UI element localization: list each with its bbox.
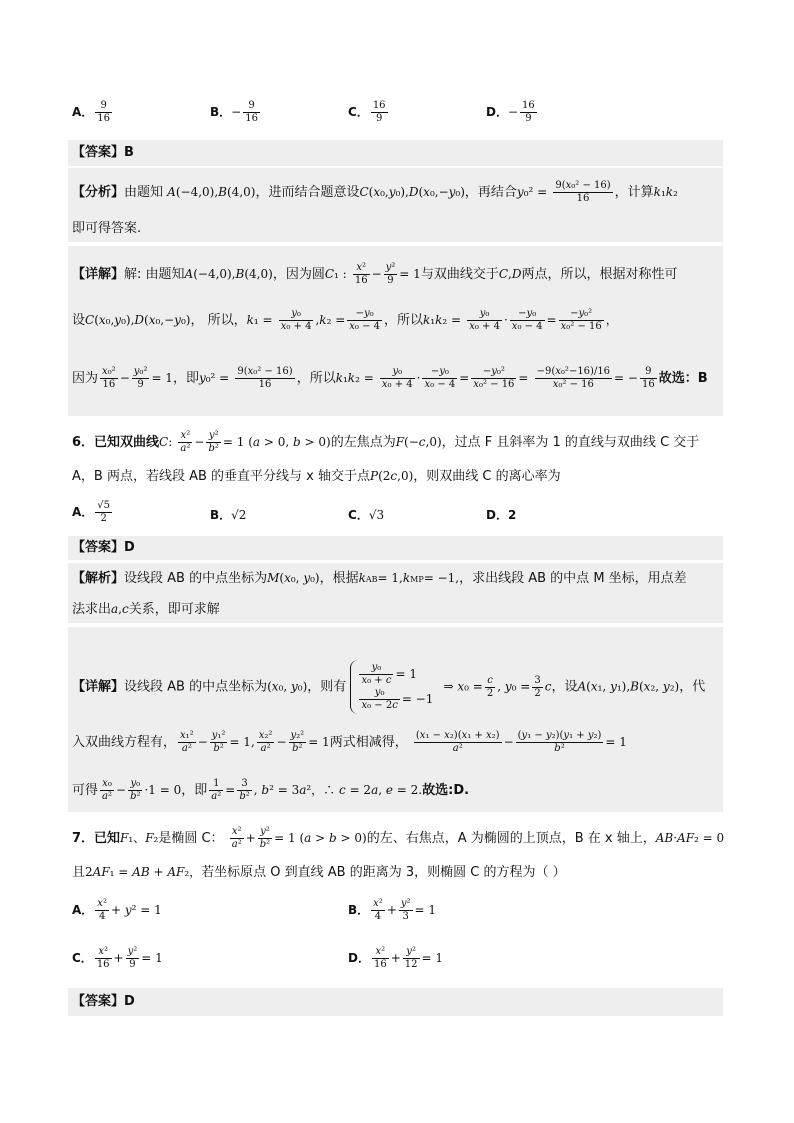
- q6-stem-line1: 6．已知双曲线C: $\frac{\text{x²}}{\text{a²}}$ − $\frac{\text{y²}}{\text{b²}}$ = 1 (a > 0, b > 0)的左焦点为F(−c,0)，过点 F 且斜率为 1 的直线与双曲线 C 交于: [72, 430, 700, 454]
- q5-answer: 【答案】B: [72, 145, 134, 160]
- q5-option-a: A． $\frac{9}{16}$: [72, 100, 111, 124]
- q6-answer: 【答案】D: [72, 540, 135, 555]
- q7-option-d: D． $\frac{\text{x²}}{16}$ + $\frac{\text{y²}}{12}$ = 1: [348, 946, 444, 970]
- q5-analysis-line2: 即可得答案.: [72, 221, 142, 236]
- q6-option-a: A． $\frac{√5}{2}$: [72, 500, 111, 524]
- q6-detail-line1: 【详解】设线段 AB 的中点坐标为(x₀, y₀)，则有 $\frac{\text{y₀}}{\text{x₀ + c}}$ = 1 $\frac{\text{y₀}}{\text{x₀ − 2c}}$ = −1 ⇒ x₀ = $\frac{c}{2}$ , y₀ = $\frac{3}{2}$ c，设A(x₁, y₁),B(x₂, y₂)，代: [72, 660, 705, 714]
- q6-answer-band: [68, 536, 723, 560]
- q5-option-d: D．− $\frac{16}{9}$: [486, 100, 535, 124]
- q6-detail-line3: 可得 $\frac{\text{x₀}}{\text{a²}}$ − $\frac{\text{y₀}}{\text{b²}}$ ·1 = 0，即 $\frac{1}{\text{a²}}$ = $\frac{3}{\text{b²}}$ , b² = 3a²，∴ c = 2a, e = 2.故选:D.: [72, 778, 470, 802]
- q7-option-b: B． $\frac{\text{x²}}{4}$ + $\frac{\text{y²}}{3}$ = 1: [348, 898, 437, 922]
- q6-stem-line2: A，B 两点，若线段 AB 的垂直平分线与 x 轴交于点P(2c,0)，则双曲线 C 的离心率为: [72, 469, 561, 484]
- q5-answer-band: [68, 140, 723, 166]
- q7-answer-band: [68, 988, 723, 1016]
- q7-answer: 【答案】D: [72, 994, 135, 1009]
- q6-analysis-line2: 法求出a,c关系，即可求解: [72, 602, 220, 617]
- q7-stem-line1: 7．已知F₁、F₂是椭圆 C： $\frac{\text{x²}}{\text{a²}}$ + $\frac{\text{y²}}{\text{b²}}$ = 1 (a > b > 0)的左、右焦点，A 为椭圆的上顶点，B 在 x 轴上，AB·AF₂ = 0: [72, 826, 725, 850]
- q5-detail-line2: 设C(x₀,y₀),D(x₀,−y₀)， 所以，k₁ = $\frac{\text{y₀}}{\text{x₀ + 4}}$ ,k₂ = $\frac{\text{−y₀}}{\text{x₀ − 4}}$ ，所以k₁k₂ = $\frac{\text{y₀}}{\text{x₀ + 4}}$ · $\frac{\text{−y₀}}{\text{x₀ − 4}}$ = $\frac{\text{−y₀²}}{\text{x₀² − 16}}$ ，: [72, 308, 618, 332]
- q7-stem-line2: 且2AF₁ = AB + AF₂，若坐标原点 O 到直线 AB 的距离为 3，则椭圆 C 的方程为（ ）: [72, 865, 566, 880]
- q6-option-b: B．√2: [210, 508, 247, 522]
- q5-option-b: B．− $\frac{9}{16}$: [210, 100, 258, 124]
- q7-option-a: A． $\frac{\text{x²}}{4}$ + y² = 1: [72, 898, 162, 922]
- q5-option-c: C． $\frac{16}{9}$: [348, 100, 386, 124]
- q5-analysis-line1: 【分析】由题知 A(−4,0),B(4,0)，进而结合题意设C(x₀,y₀),D(x₀,−y₀)，再结合y₀² = $\frac{\text{9(x₀² − 16)}}{16}$ ，计算k₁k₂: [72, 180, 678, 204]
- q6-detail-line2: 入双曲线方程有， $\frac{\text{x₁²}}{\text{a²}}$ − $\frac{\text{y₁²}}{\text{b²}}$ = 1, $\frac{\text{x₂²}}{\text{a²}}$ − $\frac{\text{y₂²}}{\text{b²}}$ = 1两式相减得， $\frac{\text{(x₁ − x₂)(x₁ + x₂)}}{\text{a²}}$ − $\frac{\text{(y₁ − y₂)(y₁ + y₂)}}{\text{b²}}$ = 1: [72, 730, 627, 754]
- q6-analysis-line1: 【解析】设线段 AB 的中点坐标为M(x₀, y₀)，根据kAB= 1,kMP= −1,，求出线段 AB 的中点 M 坐标，用点差: [72, 571, 687, 586]
- q6-option-d: D．2: [486, 508, 517, 522]
- q7-option-c: C． $\frac{\text{x²}}{16}$ + $\frac{\text{y²}}{9}$ = 1: [72, 946, 163, 970]
- q5-detail-line1: 【详解】解: 由题知A(−4,0),B(4,0)，因为圆C₁ : $\frac{\text{x²}}{16}$ − $\frac{\text{y²}}{9}$ = 1与双曲线交于C,D两点，所以，根据对称性可: [72, 262, 678, 286]
- q5-detail-line3: 因为 $\frac{\text{x₀²}}{16}$ − $\frac{\text{y₀²}}{9}$ = 1，即y₀² = $\frac{\text{9(x₀² − 16)}}{16}$ ，所以k₁k₂ = $\frac{\text{y₀}}{\text{x₀ + 4}}$ · $\frac{\text{−y₀}}{\text{x₀ − 4}}$ = $\frac{\text{−y₀²}}{\text{x₀² − 16}}$ = $\frac{\text{−9(x₀²−16)/16}}{\text{x₀² − 16}}$ = − $\frac{9}{16}$ 故选：B: [72, 366, 708, 390]
- q6-option-c: C．√3: [348, 508, 385, 522]
